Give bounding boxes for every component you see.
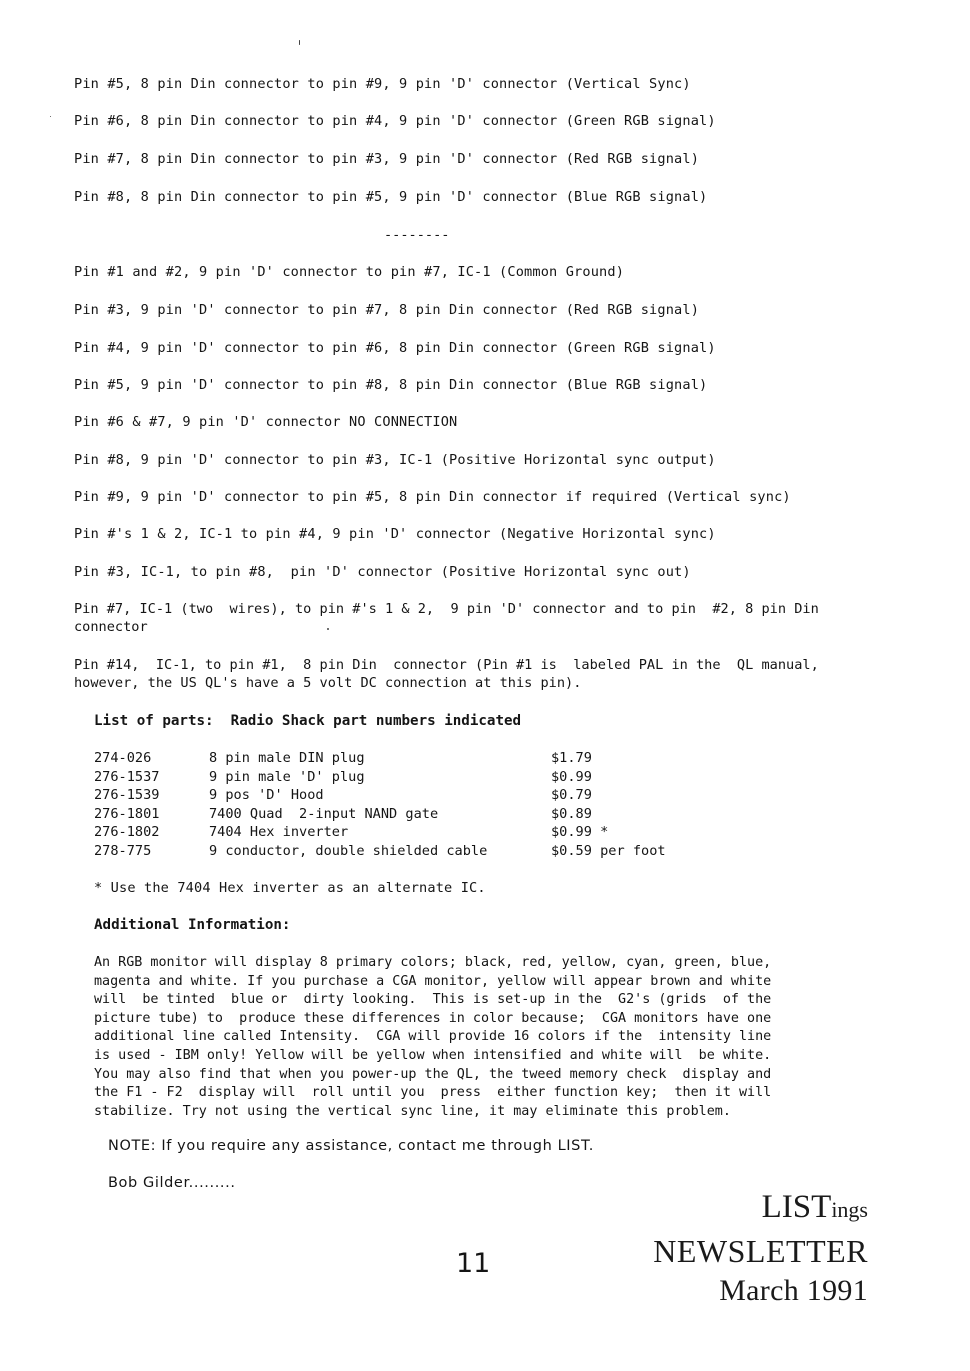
scan-speck (50, 116, 51, 117)
pinout-line: Pin #9, 9 pin 'D' connector to pin #5, 8 pin Din connector if required (Vertical sync) (74, 489, 791, 505)
part-price: $0.99 * (551, 824, 609, 841)
part-description: 8 pin male DIN plug (209, 750, 365, 766)
table-row (94, 842, 681, 861)
pinout-line: Pin #6 & #7, 9 pin 'D' connector NO CONNECTION (74, 414, 458, 430)
pinout-line: Pin #3, IC-1, to pin #8, pin 'D' connector (Positive Horizontal sync out) (74, 564, 691, 580)
part-number: 276-1802 (94, 824, 160, 841)
part-price: $0.89 (551, 805, 592, 822)
parts-table (94, 749, 681, 861)
parts-footnote: * Use the 7404 Hex inverter as an alternate IC. (94, 880, 486, 896)
additional-info-body: An RGB monitor will display 8 primary colors; black, red, yellow, cyan, green, blue, magenta and white. If you purchase a CGA monitor, yellow will appear brown and white will be tinted blue or dirty looking. This is set-up in the G2's (grids of the picture tube) to produce these differences in color because; CGA monitors have one additional line called Intensity. CGA will provide 16 colors if the intensity line is used - IBM only! Yellow will be yellow when intensified and white will be white. You may also find that when you power-up the QL, the tweed memory check display and the F1 - F2 display will roll until you press either function key; then it will stabilize. Try not using the vertical sync line, it may eliminate this problem. (94, 955, 772, 1119)
pinout-line: Pin #6, 8 pin Din connector to pin #4, 9 pin 'D' connector (Green RGB signal) (74, 113, 716, 129)
masthead-newsletter: NEWSLETTER (653, 1233, 868, 1269)
pinout-line: Pin #3, 9 pin 'D' connector to pin #7, 8 pin Din connector (Red RGB signal) (74, 302, 700, 318)
part-price: $0.99 (551, 768, 592, 785)
pinout-line: Pin #'s 1 & 2, IC-1 to pin #4, 9 pin 'D' connector (Negative Horizontal sync) (74, 526, 716, 542)
table-row (94, 805, 681, 824)
pinout-line: Pin #1 and #2, 9 pin 'D' connector to pin #7, IC-1 (Common Ground) (74, 264, 625, 280)
part-number: 276-1539 (94, 787, 160, 804)
masthead-title-small: ings (831, 1197, 868, 1222)
table-row (94, 768, 681, 787)
masthead-title (653, 1186, 868, 1231)
pinout-line: Pin #5, 9 pin 'D' connector to pin #8, 8 pin Din connector (Blue RGB signal) (74, 377, 708, 393)
pinout-line: Pin #8, 8 pin Din connector to pin #5, 9 pin 'D' connector (Blue RGB signal) (74, 189, 708, 205)
part-price: $0.59 per foot (551, 842, 666, 859)
scan-speck (299, 40, 300, 45)
masthead-title-big: LIST (761, 1189, 832, 1225)
part-number: 276-1537 (94, 768, 160, 785)
pinout-paragraph: Pin #7, IC-1 (two wires), to pin #'s 1 & 2, 9 pin 'D' connector and to pin #2, 8 pin Din connector (74, 601, 819, 635)
part-description: 9 pos 'D' Hood (209, 787, 324, 804)
author-signature: Bob Gilder......... (108, 1175, 236, 1191)
part-description: 7400 Quad 2-input NAND gate (209, 805, 439, 822)
part-number: 276-1801 (94, 805, 160, 822)
part-number: 274-026 (94, 750, 152, 766)
table-row (94, 786, 681, 805)
part-number: 278-775 (94, 842, 152, 859)
part-description: 7404 Hex inverter (209, 824, 349, 841)
pinout-line: Pin #4, 9 pin 'D' connector to pin #6, 8 pin Din connector (Green RGB signal) (74, 340, 716, 356)
table-row (94, 823, 681, 842)
section-separator: -------- (384, 227, 450, 243)
pinout-line: Pin #7, 8 pin Din connector to pin #3, 9 pin 'D' connector (Red RGB signal) (74, 151, 700, 167)
table-row (94, 749, 681, 768)
pinout-paragraph: Pin #14, IC-1, to pin #1, 8 pin Din connector (Pin #1 is labeled PAL in the QL manual, however, the US QL's have a 5 volt DC connection at this pin). (74, 657, 819, 691)
masthead-date: March 1991 (719, 1274, 868, 1307)
page-number: 11 (456, 1248, 491, 1279)
pinout-line: Pin #5, 8 pin Din connector to pin #9, 9 pin 'D' connector (Vertical Sync) (74, 76, 691, 92)
assistance-note: NOTE: If you require any assistance, contact me through LIST. (108, 1138, 594, 1154)
part-price: $0.79 (551, 787, 592, 804)
part-description: 9 pin male 'D' plug (209, 768, 365, 785)
additional-info-heading: Additional Information: (94, 917, 291, 933)
part-price: $1.79 (551, 750, 592, 766)
newsletter-masthead (653, 1186, 868, 1311)
part-description: 9 conductor, double shielded cable (209, 842, 488, 859)
pinout-line: Pin #8, 9 pin 'D' connector to pin #3, IC-1 (Positive Horizontal sync output) (74, 452, 716, 468)
parts-heading: List of parts: Radio Shack part numbers indicated (94, 713, 522, 729)
